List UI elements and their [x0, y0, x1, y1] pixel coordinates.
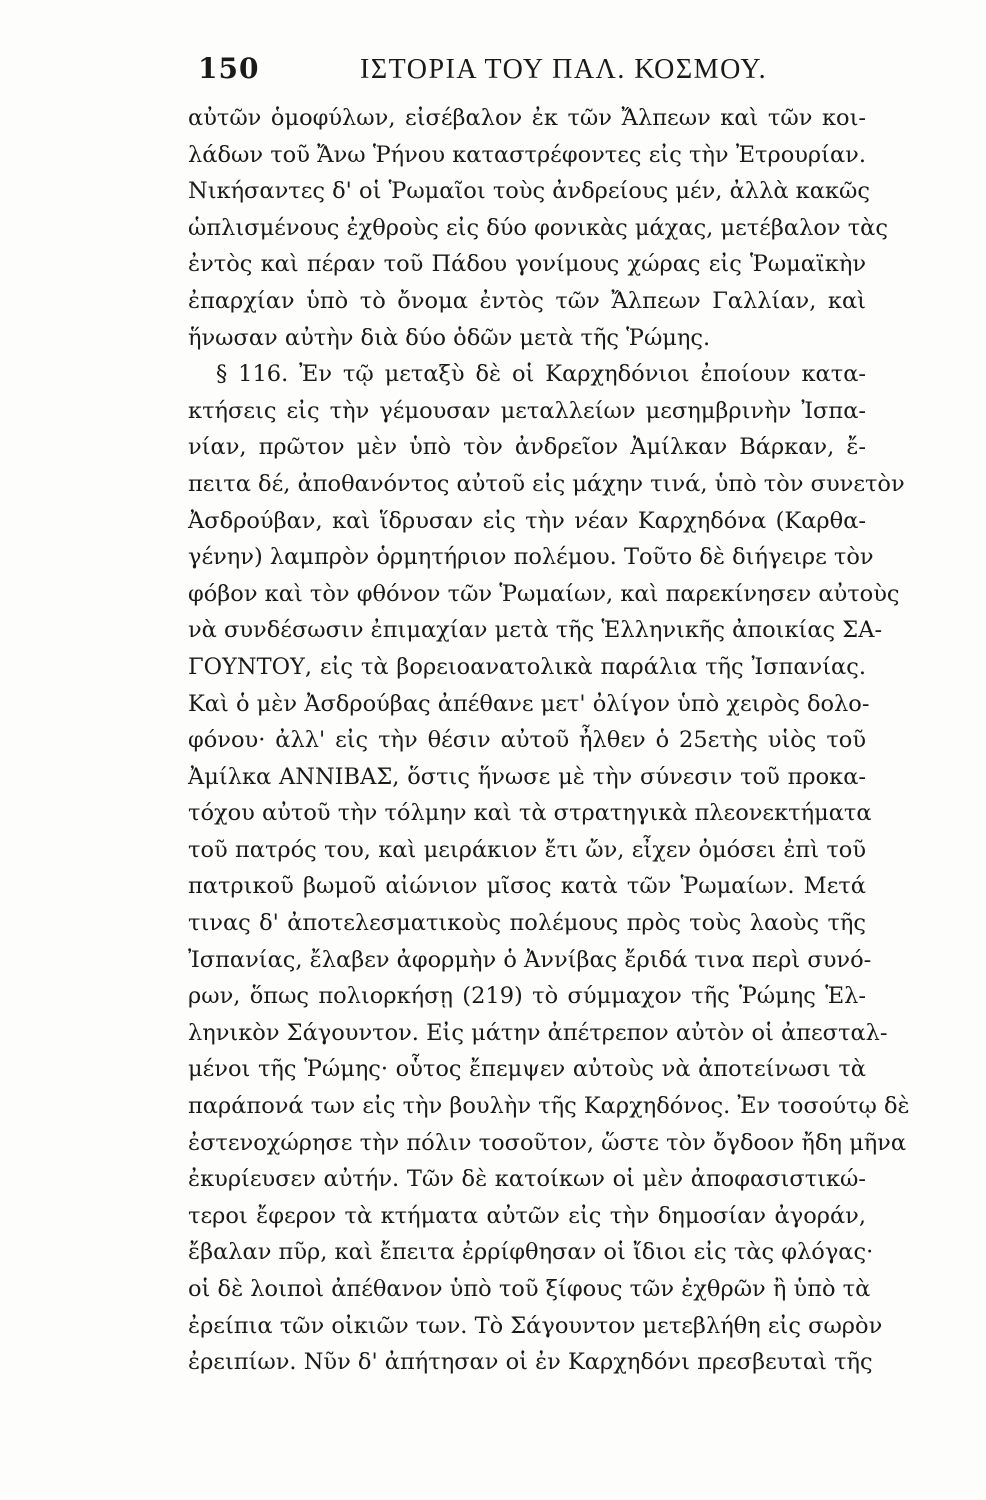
text-line: οἱ δὲ λοιποὶ ἀπέθανον ὑπὸ τοῦ ξίφους τῶν ἐχθρῶν ἢ ὑπὸ τὰ [188, 1276, 871, 1302]
body-text [188, 100, 910, 1381]
text-line: Ἀμίλκα ΑΝΝΙΒΑΣ, ὅστις ἥνωσε μὲ τὴν σύνεσιν τοῦ προκα- [188, 763, 866, 790]
text-line: μένοι τῆς Ῥώμης· οὗτος ἔπεμψεν αὐτοὺς νὰ ἀποτείνωσι τὰ [188, 1056, 866, 1083]
text-line: Καὶ ὁ μὲν Ἀσδρούβας ἀπέθανε μετ' ὀλίγον ὑπὸ χειρὸς δολο- [188, 690, 870, 717]
page-header [190, 52, 870, 96]
text-line: ἐκυρίευσεν αὐτήν. Τῶν δὲ κατοίκων οἱ μὲν ἀποφασιστικώ- [188, 1166, 866, 1193]
text-line: Ἀσδρούβαν, καὶ ἵδρυσαν εἰς τὴν νέαν Καρχηδόνα (Καρθα- [188, 507, 866, 534]
text-line: ἐστενοχώρησε τὴν πόλιν τοσοῦτον, ὥστε τὸν ὄγδοον ἤδη μῆνα [188, 1129, 907, 1156]
text-line: τεροι ἔφερον τὰ κτήματα αὐτῶν εἰς τὴν δημοσίαν ἀγοράν, [188, 1202, 866, 1229]
text-line: τινας δ' ἀποτελεσματικοὺς πολέμους πρὸς τοὺς λαοὺς τῆς [188, 910, 866, 937]
text-line: νίαν, πρῶτον μὲν ὑπὸ τὸν ἀνδρεῖον Ἀμίλκαν Βάρκαν, ἔ- [188, 434, 866, 461]
text-line: ληνικὸν Σάγουντον. Εἰς μάτην ἀπέτρεπον αὐτὸν οἱ ἀπεσταλ- [188, 1019, 888, 1046]
text-line: τοῦ πατρός του, καὶ μειράκιον ἔτι ὤν, εἶχεν ὀμόσει ἐπὶ τοῦ [188, 836, 866, 863]
text-line: φόνου· ἀλλ' εἰς τὴν θέσιν αὐτοῦ ἦλθεν ὁ 25ετὴς υἱὸς τοῦ [188, 727, 866, 754]
section-heading-line: § 116. Ἐν τῷ μεταξὺ δὲ οἱ Καρχηδόνιοι ἐποίουν κατα- [216, 361, 866, 388]
text-line: τόχου αὐτοῦ τὴν τόλμην καὶ τὰ στρατηγικὰ πλεονεκτήματα [188, 800, 872, 827]
text-line: γένην) λαμπρὸν ὁρμητήριον πολέμου. Τοῦτο δὲ διήγειρε τὸν [188, 544, 874, 571]
text-line: Ἰσπανίας, ἔλαβεν ἀφορμὴν ὁ Ἀννίβας ἔριδά τινα περὶ συνό- [188, 946, 872, 973]
text-line: νὰ συνδέσωσιν ἐπιμαχίαν μετὰ τῆς Ἑλληνικῆς ἀποικίας ΣΑ- [188, 617, 883, 644]
text-line: ἥνωσαν αὐτὴν διὰ δύο ὁδῶν μετὰ τῆς Ῥώμης. [188, 324, 711, 351]
text-line: φόβον καὶ τὸν φθόνον τῶν Ῥωμαίων, καὶ παρεκίνησεν αὐτοὺς [188, 580, 900, 607]
text-line: ἐρείπια τῶν οἰκιῶν των. Τὸ Σάγουντον μετεβλήθη εἰς σωρὸν [188, 1312, 883, 1339]
text-line: ἔβαλαν πῦρ, καὶ ἔπειτα ἐρρίφθησαν οἱ ἴδιοι εἰς τὰς φλόγας· [188, 1239, 874, 1266]
text-line: παράπονά των εἰς τὴν βουλὴν τῆς Καρχηδόνος. Ἐν τοσούτῳ δὲ [188, 1093, 910, 1120]
text-line: Νικήσαντες δ' οἱ Ῥωμαῖοι τοὺς ἀνδρείους μέν, ἀλλὰ κακῶς [188, 178, 870, 205]
text-line: λάδων τοῦ Ἄνω Ῥήνου καταστρέφοντες εἰς τὴν Ἐτρουρίαν. [188, 141, 866, 168]
text-line: πατρικοῦ βωμοῦ αἰώνιον μῖσος κατὰ τῶν Ῥωμαίων. Μετά [188, 873, 866, 900]
text-line: ρων, ὅπως πολιορκήσῃ (219) τὸ σύμμαχον τῆς Ῥώμης Ἑλ- [188, 983, 866, 1010]
text-line: αὐτῶν ὁμοφύλων, εἰσέβαλον ἐκ τῶν Ἄλπεων καὶ τῶν κοι- [188, 105, 866, 131]
text-line: πειτα δέ, ἀποθανόντος αὐτοῦ εἰς μάχην τινά, ὑπὸ τὸν συνετὸν [188, 470, 905, 497]
text-line: κτήσεις εἰς τὴν γέμουσαν μεταλλείων μεσημβρινὴν Ἰσπα- [188, 397, 866, 424]
text-line: ἐπαρχίαν ὑπὸ τὸ ὄνομα ἐντὸς τῶν Ἄλπεων Γαλλίαν, καὶ [188, 287, 866, 314]
page-number: 150 [198, 52, 260, 85]
text-line: ΓΟΥΝΤΟΥ, εἰς τὰ βορειοανατολικὰ παράλια τῆς Ἰσπανίας. [188, 653, 866, 680]
text-line: ὡπλισμένους ἐχθροὺς εἰς δύο φονικὰς μάχας, μετέβαλον τὰς [188, 214, 888, 241]
running-title: ΙΣΤΟΡΙΑ ΤΟΥ ΠΑΛ. ΚΟΣΜΟΥ. [360, 54, 768, 85]
text-line: ἐντὸς καὶ πέραν τοῦ Πάδου γονίμους χώρας εἰς Ῥωμαϊκὴν [188, 251, 866, 278]
text-line: ἐρειπίων. Νῦν δ' ἀπήτησαν οἱ ἐν Καρχηδόνι πρεσβευταὶ τῆς [188, 1349, 873, 1376]
